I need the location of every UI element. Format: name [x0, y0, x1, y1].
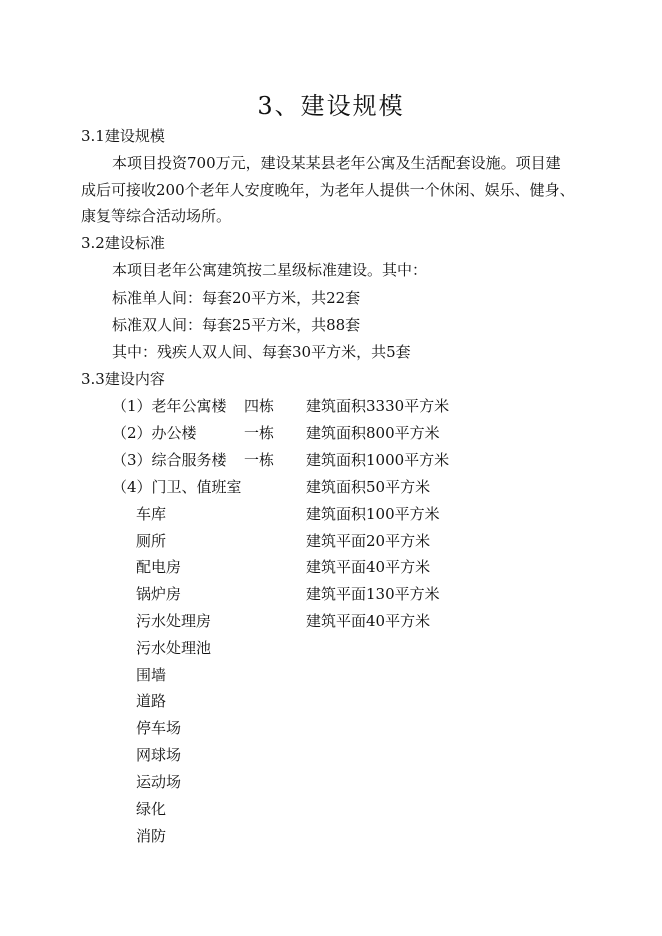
- sub-item-name: 污水处理房: [136, 612, 212, 630]
- paragraph-line: 成后可接收200个老年人安度晚年，为老年人提供一个休闲、娱乐、健身、: [81, 181, 575, 199]
- item-area: 建筑面积1000平方米: [306, 451, 450, 469]
- item-area: 建筑面积800平方米: [306, 424, 440, 442]
- item-name: （3）综合服务楼: [112, 451, 227, 469]
- sub-item-name: 厕所: [136, 532, 167, 550]
- item-area: 建筑面积50平方米: [306, 478, 431, 496]
- item-area: 建筑面积3330平方米: [306, 397, 450, 415]
- item-name: （4）门卫、值班室: [112, 478, 242, 496]
- sub-item-name: 锅炉房: [136, 585, 182, 603]
- sub-item-name: 网球场: [136, 746, 182, 764]
- sub-item-name: 围墙: [136, 666, 167, 684]
- section-heading-3-1: 3.1建设规模: [81, 127, 165, 145]
- sub-item-area: 建筑平面40平方米: [306, 558, 431, 576]
- sub-item-name: 道路: [136, 692, 167, 710]
- item-name: （2）办公楼: [112, 424, 197, 442]
- standard-line: 标准单人间：每套20平方米，共22套: [112, 289, 361, 307]
- sub-item-area: 建筑平面130平方米: [306, 585, 440, 603]
- sub-item-area: 建筑平面20平方米: [306, 532, 431, 550]
- page-title: 3、建设规模: [257, 92, 405, 120]
- item-name: （1）老年公寓楼: [112, 397, 227, 415]
- item-count: 四栋: [244, 397, 275, 415]
- sub-item-name: 运动场: [136, 773, 182, 791]
- standard-line: 标准双人间：每套25平方米，共88套: [112, 316, 361, 334]
- section-heading-3-3: 3.3建设内容: [81, 370, 165, 388]
- sub-item-area: 建筑面积100平方米: [306, 505, 440, 523]
- sub-item-name: 污水处理池: [136, 639, 212, 657]
- sub-item-name: 停车场: [136, 719, 182, 737]
- section-heading-3-2: 3.2建设标准: [81, 234, 165, 252]
- sub-item-area: 建筑平面40平方米: [306, 612, 431, 630]
- sub-item-name: 车库: [136, 505, 167, 523]
- sub-item-name: 消防: [136, 827, 167, 845]
- standard-line: 本项目老年公寓建筑按二星级标准建设。其中：: [112, 261, 428, 279]
- standard-line: 其中：残疾人双人间、每套30平方米，共5套: [112, 343, 411, 361]
- item-count: 一栋: [244, 451, 275, 469]
- paragraph-line: 康复等综合活动场所。: [81, 207, 232, 225]
- sub-item-name: 配电房: [136, 558, 182, 576]
- sub-item-name: 绿化: [136, 800, 167, 818]
- item-count: 一栋: [244, 424, 275, 442]
- paragraph-line: 本项目投资700万元，建设某某县老年公寓及生活配套设施。项目建: [112, 154, 561, 172]
